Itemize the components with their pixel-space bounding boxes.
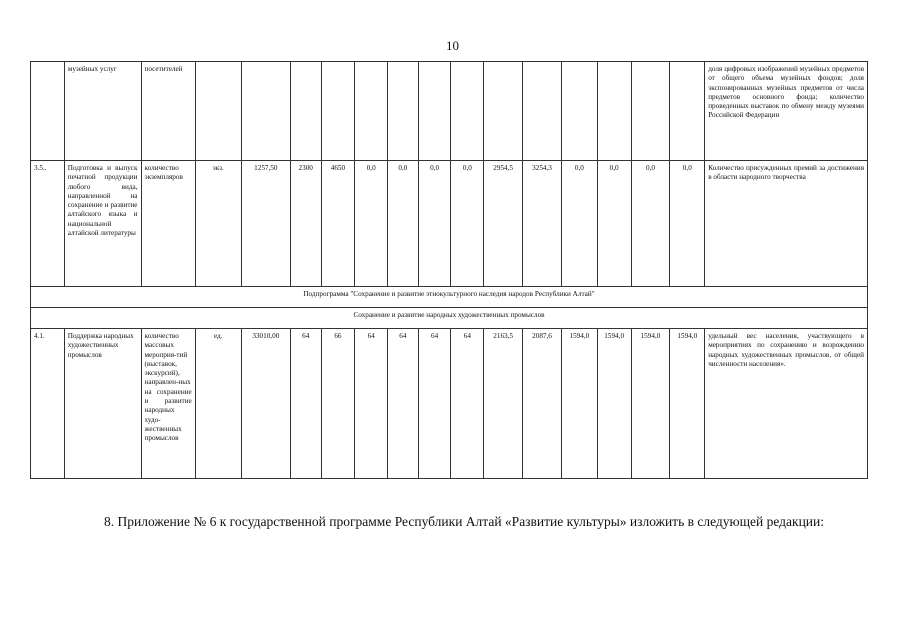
table-cell: 0,0 (670, 161, 705, 287)
table-cell: Количество присужденных премий за достижения в области народного творчества (705, 161, 868, 287)
table-cell (631, 62, 670, 161)
body-paragraph: 8. Приложение № 6 к государственной программе Республики Алтай «Развитие культуры» изложить в следующей редакции: (104, 514, 825, 529)
table-cell: посетителей (141, 62, 195, 161)
table-cell: Поддержка народных художественных промыслов (64, 329, 141, 479)
table-cell: 2954,5 (484, 161, 523, 287)
table-cell: 2087,6 (523, 329, 562, 479)
table-cell: Подготовка и выпуск печатной продукции любого вида, направленной на сохранение и развитие алтайского языка и национальной алтайской литературы (64, 161, 141, 287)
table-cell (241, 62, 290, 161)
table-cell: удельный вес населения, участвующего в мероприятиях по сохранению и возрождению народных художественных промыслов, от общей численности населения». (705, 329, 868, 479)
table-cell: 33010,00 (241, 329, 290, 479)
table-cell (451, 62, 484, 161)
table-cell: 4650 (321, 161, 355, 287)
table-cell: 1594,0 (631, 329, 670, 479)
table-cell: 0,0 (388, 161, 419, 287)
table-cell (561, 62, 597, 161)
table-row (31, 161, 868, 287)
table-cell: 1594,0 (597, 329, 631, 479)
table-cell: 0,0 (561, 161, 597, 287)
table-cell (670, 62, 705, 161)
table-cell: экз. (195, 161, 241, 287)
subprogram-heading: Подпрограмма "Сохранение и развитие этнокультурного наследия народов Республики Алтай" (31, 287, 868, 308)
table-cell (290, 62, 321, 161)
table-cell: 0,0 (631, 161, 670, 287)
table-row (31, 62, 868, 161)
table-cell (321, 62, 355, 161)
table-cell (355, 62, 388, 161)
table-cell: 2163,5 (484, 329, 523, 479)
row-number: 4.1. (31, 329, 65, 479)
table-cell: 1594,0 (561, 329, 597, 479)
table-cell: количество массовых мероприя-тий (выставок, экскурсий), направлен-ных на сохранение и развитие народных худо-жественных промыслов (141, 329, 195, 479)
table-cell: 0,0 (451, 161, 484, 287)
table-cell (484, 62, 523, 161)
table-row (31, 329, 868, 479)
table-cell (523, 62, 562, 161)
table-cell: 64 (388, 329, 419, 479)
table-row (31, 308, 868, 329)
row-number: 3.5.. (31, 161, 65, 287)
table-cell: доля цифровых изображений музейных предметов от общего объема музейных фондов; доля экспонированных музейных предметов от числа предметов основного фонда; количество проведенных выставок по обмену между музеями Российской Федерации (705, 62, 868, 161)
table-cell: 64 (418, 329, 451, 479)
table-cell (597, 62, 631, 161)
table-cell: количество экземпляров (141, 161, 195, 287)
table-cell (195, 62, 241, 161)
section-heading: Сохранение и развитие народных художественных промыслов (31, 308, 868, 329)
table-row (31, 287, 868, 308)
table-cell: 64 (290, 329, 321, 479)
table-cell (31, 62, 65, 161)
table-cell: 66 (321, 329, 355, 479)
table-cell: музейных услуг (64, 62, 141, 161)
table-cell: 1257,50 (241, 161, 290, 287)
table-cell: 64 (451, 329, 484, 479)
page-number: 10 (446, 38, 459, 53)
table-cell: ед. (195, 329, 241, 479)
table-cell: 1594,0 (670, 329, 705, 479)
table-cell (388, 62, 419, 161)
table-cell: 0,0 (597, 161, 631, 287)
table-cell: 3254,3 (523, 161, 562, 287)
program-table (30, 61, 868, 479)
table-cell: 0,0 (355, 161, 388, 287)
table-cell: 64 (355, 329, 388, 479)
table-cell: 2300 (290, 161, 321, 287)
table-cell (418, 62, 451, 161)
table-cell: 0,0 (418, 161, 451, 287)
